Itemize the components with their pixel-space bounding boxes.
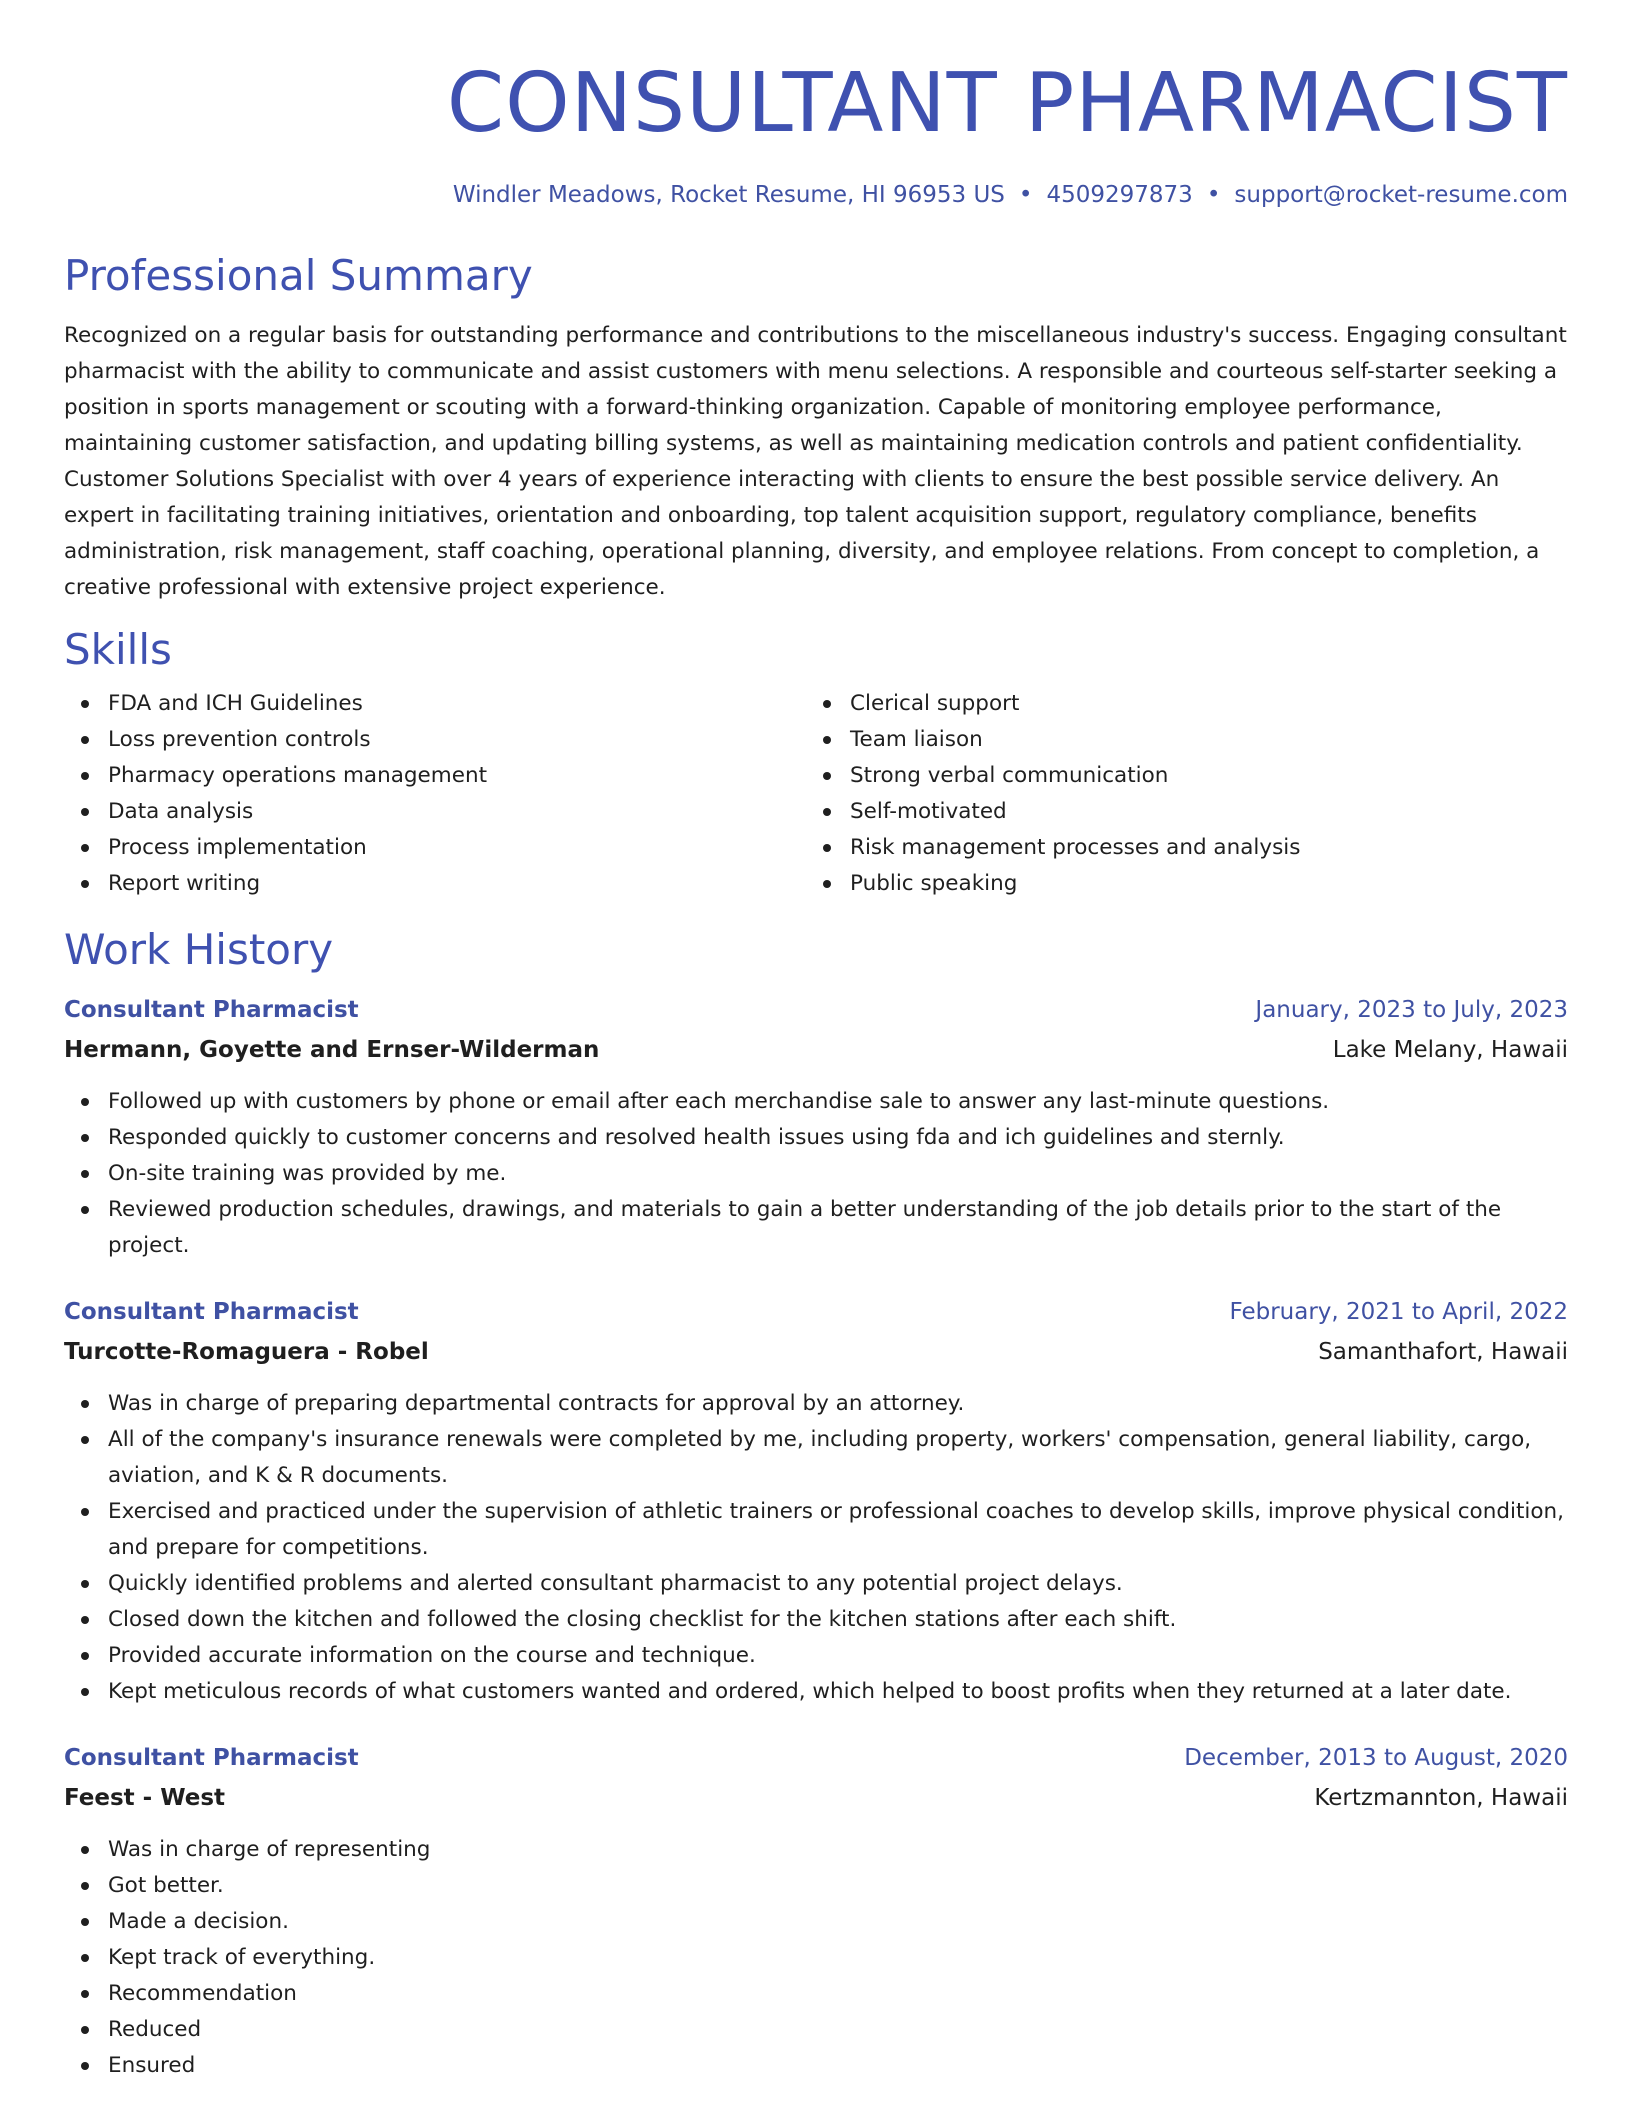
job-bullet: Closed down the kitchen and followed the closing checklist for the kitchen stations after each shift.	[64, 1602, 1568, 1638]
job-entry	[64, 1292, 1568, 1710]
resume-header	[64, 56, 1568, 210]
job-company-row	[64, 1332, 1568, 1372]
contact-line	[64, 180, 1568, 210]
job-company-row	[64, 1030, 1568, 1070]
skill-item: Process implementation	[64, 830, 806, 866]
job-bullet: Was in charge of representing	[64, 1832, 1568, 1868]
job-bullet: Followed up with customers by phone or email after each merchandise sale to answer any last-minute questions.	[64, 1084, 1568, 1120]
job-company: Feest - West	[64, 1785, 226, 1811]
job-bullet: Quickly identified problems and alerted consultant pharmacist to any potential project delays.	[64, 1566, 1568, 1602]
skill-item: Loss prevention controls	[64, 722, 806, 758]
job-bullet: Ensured	[64, 2048, 1568, 2084]
contact-separator: •	[1206, 182, 1221, 208]
job-title: Consultant Pharmacist	[64, 1745, 359, 1771]
job-dates: February, 2021 to April, 2022	[1229, 1299, 1568, 1325]
job-bullets	[64, 1832, 1568, 2084]
job-title: Consultant Pharmacist	[64, 1299, 359, 1325]
job-bullet: Exercised and practiced under the supervision of athletic trainers or professional coaches to develop skills, improve physical condition, and prepare for competitions.	[64, 1494, 1568, 1566]
skill-item: Strong verbal communication	[806, 758, 1548, 794]
contact-email: support@rocket-resume.com	[1234, 182, 1568, 208]
job-bullet: Reduced	[64, 2012, 1568, 2048]
job-company: Hermann, Goyette and Ernser-Wilderman	[64, 1037, 600, 1063]
job-dates: January, 2023 to July, 2023	[1255, 997, 1568, 1023]
job-entry	[64, 1738, 1568, 2084]
job-bullets	[64, 1084, 1568, 1264]
job-bullet: Kept track of everything.	[64, 1940, 1568, 1976]
job-company: Turcotte-Romaguera - Robel	[64, 1339, 429, 1365]
skill-item: Report writing	[64, 866, 806, 902]
job-bullet: Made a decision.	[64, 1904, 1568, 1940]
job-bullet: Got better.	[64, 1868, 1568, 1904]
resume-page	[64, 56, 1568, 2084]
summary-text: Recognized on a regular basis for outstanding performance and contributions to the miscellaneous industry's success. Engaging consultant pharmacist with the ability to communicate and assist customers with menu selections. A responsible and courteous self-starter seeking a position in sports management or scouting with a forward-thinking organization. Capable of monitoring employee performance, maintaining customer satisfaction, and updating billing systems, as well as maintaining medication controls and patient confidentiality. Customer Solutions Specialist with over 4 years of experience interacting with clients to ensure the best possible service delivery. An expert in facilitating training initiatives, orientation and onboarding, top talent acquisition support, regulatory compliance, benefits administration, risk management, staff coaching, operational planning, diversity, and employee relations. From concept to completion, a creative professional with extensive project experience.	[64, 323, 1567, 600]
job-entry	[64, 990, 1568, 1264]
work-history-heading: Work History	[64, 925, 334, 974]
contact-phone: 4509297873	[1046, 182, 1193, 208]
skills-column-left	[64, 686, 806, 902]
job-title-row	[64, 1292, 1568, 1332]
resume-name: CONSULTANT PHARMACIST	[446, 56, 1568, 151]
skill-item: Self-motivated	[806, 794, 1548, 830]
skills-column-right	[806, 686, 1548, 902]
job-title: Consultant Pharmacist	[64, 997, 359, 1023]
skill-item: Pharmacy operations management	[64, 758, 806, 794]
job-title-row	[64, 990, 1568, 1030]
job-bullet: All of the company's insurance renewals were completed by me, including property, workers' compensation, general liability, cargo, aviation, and K & R documents.	[64, 1422, 1568, 1494]
job-location: Lake Melany, Hawaii	[1332, 1037, 1568, 1063]
job-bullets	[64, 1386, 1568, 1710]
job-bullet: Reviewed production schedules, drawings, and materials to gain a better understanding of the job details prior to the start of the project.	[64, 1192, 1568, 1264]
contact-separator: •	[1018, 182, 1033, 208]
job-bullet: Was in charge of preparing departmental contracts for approval by an attorney.	[64, 1386, 1568, 1422]
skill-item: Risk management processes and analysis	[806, 830, 1548, 866]
skill-item: Clerical support	[806, 686, 1548, 722]
job-bullet: Recommendation	[64, 1976, 1568, 2012]
job-company-row	[64, 1778, 1568, 1818]
skill-item: FDA and ICH Guidelines	[64, 686, 806, 722]
job-bullet: Provided accurate information on the course and technique.	[64, 1638, 1568, 1674]
job-location: Samanthafort, Hawaii	[1318, 1339, 1568, 1365]
skill-item: Data analysis	[64, 794, 806, 830]
skills-list	[64, 686, 1568, 902]
job-dates: December, 2013 to August, 2020	[1184, 1745, 1568, 1771]
skill-item: Team liaison	[806, 722, 1548, 758]
skills-heading: Skills	[64, 625, 172, 674]
job-title-row	[64, 1738, 1568, 1778]
job-bullet: Kept meticulous records of what customers wanted and ordered, which helped to boost profits when they returned at a later date.	[64, 1674, 1568, 1710]
skill-item: Public speaking	[806, 866, 1548, 902]
summary-heading: Professional Summary	[64, 251, 533, 300]
contact-address: Windler Meadows, Rocket Resume, HI 96953 US	[452, 182, 1005, 208]
job-location: Kertzmannton, Hawaii	[1314, 1785, 1568, 1811]
job-bullet: On-site training was provided by me.	[64, 1156, 1568, 1192]
job-bullet: Responded quickly to customer concerns and resolved health issues using fda and ich guidelines and sternly.	[64, 1120, 1568, 1156]
